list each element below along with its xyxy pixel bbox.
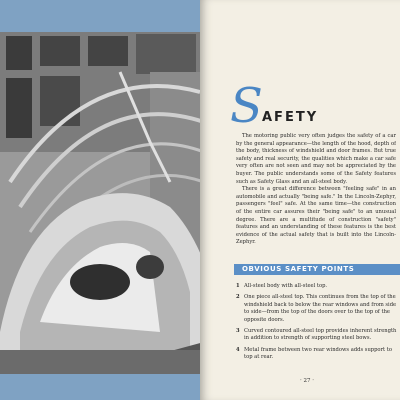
paragraph-1: The motoring public very often judges the safety of a car by the general appearance—the length of the hood, depth of the body, thickness of windshield and door frames. But true safety and real security, the qualities which make a car safe very often are not seen and may not be appreciated by the buyer. The public understands some of the Safety features such as Safety Glass and an all-steel body. [236,133,396,185]
title-initial: S [230,78,263,134]
page-title [230,78,390,136]
paragraph-2: There is a great difference between "feeling safe" in an automobile and actually "being safe." In the Lincoln-Zephyr, passengers "feel" safe. At the same time—the construction of the entire car assures their "being safe" to an unusual degree. There are a multitude of construction "safety" features and an understanding of these features is the best evidence of the actual safety that is built into the Lincoln-Zephyr. [236,186,396,246]
car-frame-illustration [0,32,204,374]
list-item [236,294,398,324]
points-heading-bar [234,264,400,275]
point-text: Metal frame between two rear windows adds support to top at rear. [244,346,392,361]
point-number: 4 [236,346,240,353]
points-heading: OBVIOUS SAFETY POINTS [242,265,355,273]
list-item [236,347,398,362]
point-text: One piece all-steel top. This continues from the top of the windshield back to below the rear windows and from side to side—from the top of the doors over to the top of the opposite doors. [244,294,397,323]
safety-points-list [236,283,398,366]
car-frame-photo [0,32,204,374]
list-item [236,328,398,343]
point-text: Curved contoured all-steel top provides inherent strength in addition to strength of supporting steel bows. [244,328,397,342]
point-text: All-steel body with all-steel top. [244,283,328,289]
point-number: 1 [236,283,240,289]
point-number: 3 [236,328,240,335]
page-number: · 27 · [300,378,314,384]
point-number: 2 [236,294,240,301]
list-item [236,283,398,290]
right-page [200,0,400,400]
title-rest: AFETY [262,110,319,125]
body-text [236,133,396,251]
